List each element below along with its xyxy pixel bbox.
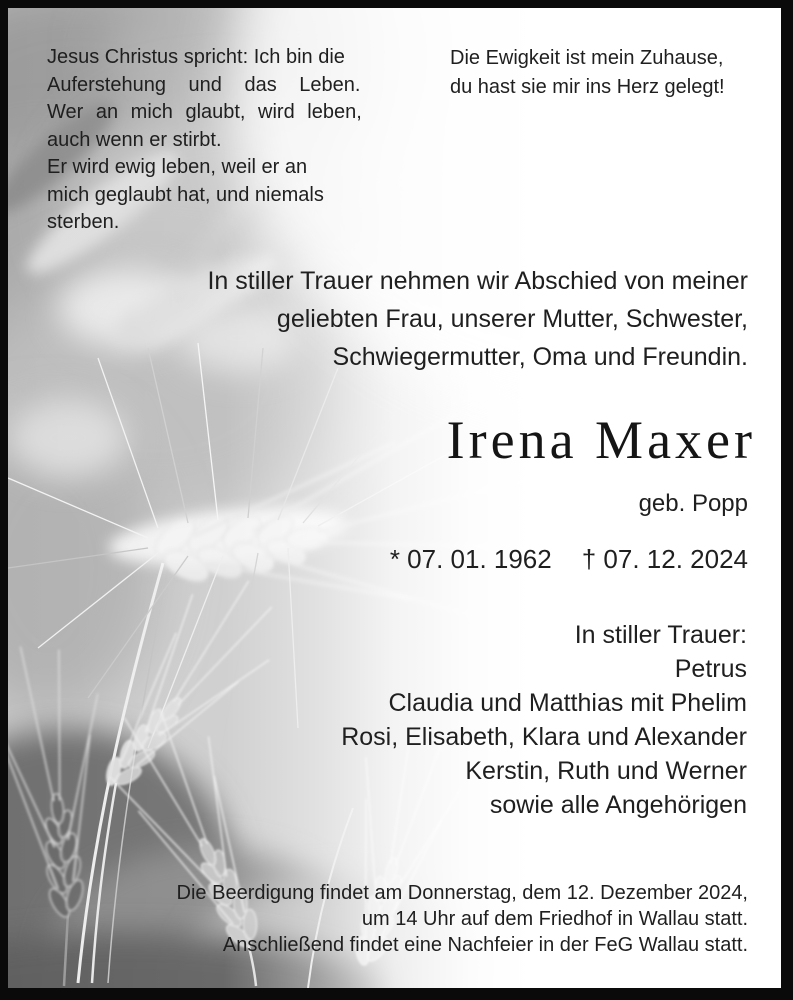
scripture-line: Wer an mich glaubt, wird leben, bbox=[47, 101, 362, 123]
scripture-line: sterben. bbox=[47, 211, 120, 233]
eternity-quote bbox=[450, 44, 725, 101]
birth-date: * 07. 01. 1962 bbox=[389, 544, 552, 574]
mourner-name: Petrus bbox=[674, 655, 747, 683]
mourners-title: In stiller Trauer: bbox=[574, 621, 747, 649]
scripture-quote bbox=[47, 44, 362, 237]
intro-line: Schwiegermutter, Oma und Freundin. bbox=[332, 343, 748, 371]
scripture-line: Jesus Christus spricht: Ich bin die bbox=[47, 46, 345, 68]
mourner-name: Claudia und Matthias mit Phelim bbox=[388, 689, 747, 717]
mourners-list bbox=[341, 618, 747, 822]
maiden-name: geb. Popp bbox=[638, 490, 748, 517]
deceased-name: Irena Maxer bbox=[446, 410, 756, 470]
scripture-line: auch wenn er stirbt. bbox=[47, 128, 222, 151]
scripture-line: mich geglaubt hat, und niemals bbox=[47, 183, 324, 206]
eternity-line: du hast sie mir ins Herz gelegt! bbox=[450, 75, 725, 98]
mourner-name: Kerstin, Ruth und Werner bbox=[465, 757, 747, 785]
funeral-line: Die Beerdigung findet am Donnerstag, dem 12. Dezember 2024, bbox=[176, 882, 748, 904]
intro-text bbox=[207, 262, 748, 376]
intro-line: In stiller Trauer nehmen wir Abschied von meiner bbox=[207, 267, 748, 295]
scripture-line: Auferstehung und das Leben. bbox=[47, 73, 361, 96]
death-date: † 07. 12. 2024 bbox=[581, 544, 748, 574]
funeral-info bbox=[177, 880, 748, 958]
funeral-line: um 14 Uhr auf dem Friedhof in Wallau statt. bbox=[361, 908, 748, 930]
scripture-line: Er wird ewig leben, weil er an bbox=[47, 156, 308, 178]
mourner-name: sowie alle Angehörigen bbox=[489, 791, 747, 819]
intro-line: geliebten Frau, unserer Mutter, Schwester, bbox=[276, 305, 748, 333]
funeral-line: Anschließend findet eine Nachfeier in der FeG Wallau statt. bbox=[222, 934, 748, 956]
eternity-line: Die Ewigkeit ist mein Zuhause, bbox=[450, 47, 724, 69]
mourner-name: Rosi, Elisabeth, Klara und Alexander bbox=[341, 723, 747, 751]
life-dates bbox=[390, 544, 748, 575]
